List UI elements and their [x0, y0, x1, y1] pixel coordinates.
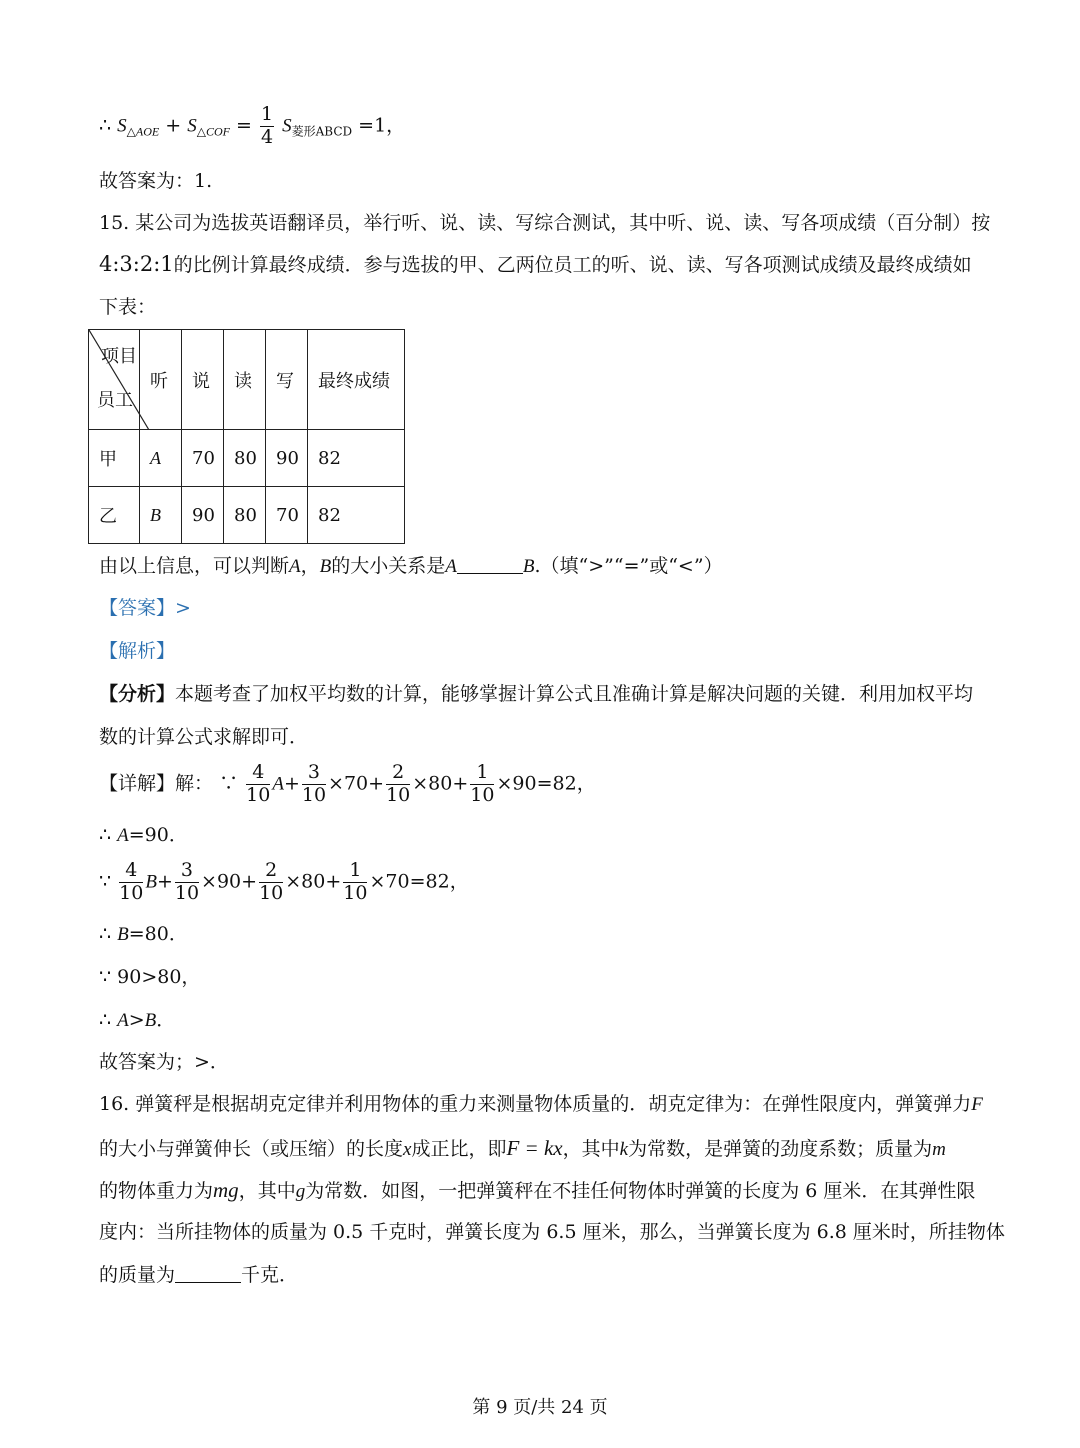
operator: +	[165, 114, 182, 137]
because-symbol: ∵	[99, 870, 112, 893]
table-row	[89, 487, 405, 544]
table-cell: 90	[266, 430, 308, 487]
q15-line2-text: 的比例计算最终成绩．参与选拔的甲、乙两位员工的听、说、读、写各项测试成绩及最终成绩如	[173, 254, 972, 276]
table-cell: 90	[182, 487, 224, 544]
math-var: g	[295, 1181, 306, 1202]
math-var: A	[272, 773, 284, 795]
denominator: 4	[260, 125, 274, 148]
fenxi-line2: 数的计算公式求解即可．	[99, 726, 309, 748]
text: 千克．	[241, 1264, 299, 1286]
text: 16. 弹簧秤是根据胡克定律并利用物体的重力来测量物体质量的．胡克定律为：在弹性限度内，弹簧弹力	[99, 1093, 972, 1115]
answer-blank	[457, 555, 523, 574]
math-var: S	[187, 115, 197, 137]
math-var: S	[282, 115, 292, 137]
text: =90．	[128, 824, 188, 846]
table-cell: 70	[182, 430, 224, 487]
compare-line	[99, 966, 200, 989]
denominator: 10	[174, 881, 200, 904]
math-var: B	[145, 871, 157, 893]
term: ×70	[369, 870, 410, 893]
result-A	[99, 824, 188, 848]
ratio: 4:3:2:1	[99, 252, 174, 276]
page-footer: 第 9 页/共 24 页	[472, 1397, 608, 1418]
math-var: B	[144, 1010, 157, 1031]
denominator: 10	[301, 783, 327, 806]
table-row	[89, 430, 405, 487]
term: ×80	[412, 772, 453, 795]
detail-label: 【详解】	[99, 772, 176, 795]
math-var: F	[971, 1094, 983, 1115]
q16-line3	[99, 1178, 975, 1204]
math-var: x	[403, 1139, 412, 1160]
math-var: B	[522, 556, 535, 577]
col-header: 听	[140, 330, 182, 430]
fraction	[246, 762, 270, 807]
fraction	[259, 860, 283, 905]
therefore-symbol: ∴	[99, 824, 112, 846]
therefore-symbol: ∴	[99, 923, 112, 945]
q15-line2	[99, 252, 972, 277]
formula: F = kx	[506, 1136, 563, 1160]
answer-blank	[175, 1264, 241, 1283]
denominator: 10	[343, 881, 368, 904]
col-header: 写	[266, 330, 308, 430]
q16-line4: 度内：当所挂物体的质量为 0.5 千克时，弹簧长度为 6.5 厘米，那么，当弹簧长度为 6.8 厘米时，所挂物体	[99, 1221, 1005, 1243]
answer-line	[99, 597, 191, 620]
text: .（填“>”“=”或“<”）	[534, 555, 723, 577]
numerator: 4	[246, 762, 270, 785]
numerator: 3	[302, 762, 326, 785]
result-B	[99, 923, 188, 947]
operator: >	[128, 1009, 145, 1031]
text: 为常数．如图，一把弹簧秤在不挂任何物体时弹簧的长度为 6 厘米．在其弹性限	[305, 1180, 976, 1202]
q15-question	[99, 555, 723, 579]
result: =82，	[409, 870, 469, 893]
row-name: 甲	[89, 430, 140, 487]
table-header-row	[89, 330, 405, 430]
q16-line5	[99, 1264, 298, 1287]
because-symbol: ∵	[219, 772, 239, 795]
q15-line1: 15. 某公司为选拔英语翻译员，举行听、说、读、写综合测试，其中听、说、读、写各项成绩（百分制）按	[99, 212, 991, 234]
term: ×70	[328, 772, 369, 795]
answer-14: 故答案为：1.	[99, 170, 213, 192]
text: 90>80，	[117, 966, 201, 988]
text: 的大小关系是	[331, 555, 446, 577]
table-cell: 70	[266, 487, 308, 544]
subscript: 菱形ABCD	[291, 124, 353, 139]
subscript: △AOE	[126, 124, 160, 139]
therefore-symbol: ∴	[99, 1009, 112, 1031]
analysis-label: 【解析】	[99, 640, 176, 662]
table-cell: 80	[224, 430, 266, 487]
term: ×90	[496, 772, 537, 795]
denominator: 10	[470, 783, 495, 806]
denominator: 10	[386, 783, 411, 806]
fraction	[302, 762, 326, 807]
text: 的物体重力为	[99, 1180, 214, 1202]
table-cell: 82	[308, 430, 405, 487]
fraction	[175, 860, 199, 905]
text: ，其中	[562, 1138, 620, 1160]
q16-line1	[99, 1093, 983, 1117]
col-header: 说	[182, 330, 224, 430]
col-header: 最终成绩	[308, 330, 405, 430]
term: ×80	[285, 870, 326, 893]
numerator: 2	[259, 860, 283, 883]
header-item: 项目	[101, 346, 137, 367]
text: 的质量为	[99, 1264, 176, 1286]
text: ，其中	[238, 1180, 296, 1202]
text: ，	[300, 555, 320, 577]
q16-line2	[99, 1136, 946, 1162]
math-var: A	[117, 825, 129, 846]
numerator: 1	[260, 103, 274, 125]
area-sum-formula	[99, 104, 405, 149]
formula-rest: =1，	[358, 114, 406, 137]
denominator: 10	[259, 881, 284, 904]
text: 成正比，即	[411, 1138, 507, 1160]
table-cell: 82	[308, 487, 405, 544]
table-cell: A	[140, 430, 182, 487]
fraction	[470, 762, 494, 807]
text: 的大小与弹簧伸长（或压缩）的长度	[99, 1138, 404, 1160]
numerator: 1	[470, 762, 494, 785]
fenxi-label: 【分析】	[99, 683, 176, 705]
text: 为常数，是弹簧的劲度系数；质量为	[628, 1138, 933, 1160]
math-var: S	[117, 115, 127, 137]
because-symbol: ∵	[99, 966, 112, 988]
term: ×90	[201, 870, 242, 893]
table-cell: B	[140, 487, 182, 544]
therefore-symbol: ∴	[99, 114, 112, 137]
fenxi-line1	[99, 683, 973, 706]
numerator: 2	[386, 762, 410, 785]
math-var: B	[319, 556, 332, 577]
math-var: k	[619, 1139, 629, 1160]
text: 由以上信息，可以判断	[99, 555, 290, 577]
numerator: 1	[343, 860, 367, 883]
subscript: △COF	[196, 124, 230, 139]
jie: 解：	[175, 772, 214, 795]
equation-2: ∵ $\frac{4}{10}$ B+ $\frac{3}{10}$ ×90+ $\frac{2}{10}$ ×80+ $\frac{1}{10}$ ×70=82，	[99, 859, 469, 904]
math-var: m	[932, 1139, 946, 1160]
denominator: 10	[246, 783, 271, 806]
row-name: 乙	[89, 487, 140, 544]
math-var: B	[117, 924, 129, 945]
fenxi-text: 本题考查了加权平均数的计算，能够掌握计算公式且准确计算是解决问题的关键．利用加权平均	[175, 683, 974, 705]
math-var: A	[445, 556, 457, 577]
fraction	[260, 104, 274, 149]
q15-line3: 下表：	[99, 296, 157, 318]
math-var: A	[289, 556, 301, 577]
operator: =	[236, 114, 252, 137]
score-table	[88, 329, 405, 544]
fraction	[386, 762, 410, 807]
math-var: mg	[213, 1178, 239, 1202]
answer-value: >	[175, 597, 191, 619]
table-cell: 80	[224, 487, 266, 544]
diagonal-header-cell	[89, 330, 140, 430]
col-header: 读	[224, 330, 266, 430]
equation-1: 【详解】解： ∵ $\frac{4}{10}$ A+ $\frac{3}{10}$ ×70+ $\frac{2}{10}$ ×80+ $\frac{1}{10}$ ×90=82，	[99, 761, 596, 806]
math-var: A	[117, 1010, 129, 1031]
header-employee: 员工	[97, 390, 133, 411]
result: =82，	[536, 772, 596, 795]
text: =80．	[128, 923, 188, 945]
numerator: 3	[175, 860, 199, 883]
answer-label: 【答案】	[99, 597, 176, 619]
fraction	[343, 860, 367, 905]
conclusion-line	[99, 1009, 175, 1033]
numerator: 4	[119, 860, 143, 883]
text: ．	[156, 1009, 176, 1031]
fraction	[119, 860, 143, 905]
final-answer: 故答案为；>．	[99, 1051, 229, 1073]
denominator: 10	[119, 881, 144, 904]
